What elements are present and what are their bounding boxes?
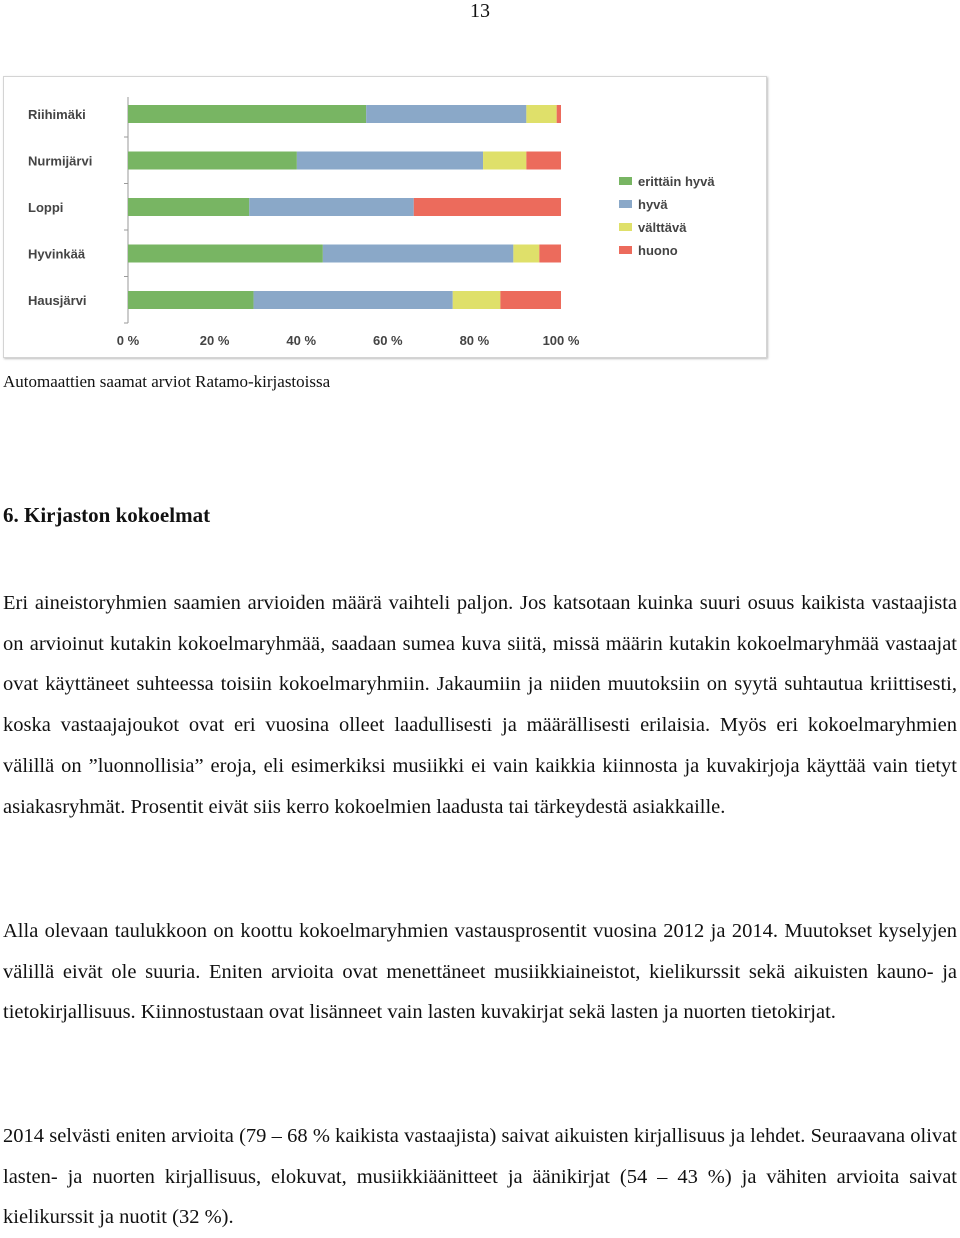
category-label: Riihimäki (28, 107, 86, 122)
bar-segment-välttävä (453, 291, 501, 309)
x-tick-label: 20 % (199, 333, 230, 348)
category-label: Loppi (28, 200, 64, 215)
paragraph-2: Alla olevaan taulukkoon on koottu kokoelmaryhmien vastausprosentit vuosina 2012 ja 2014. Muutokset kyselyjen välillä eivät ole suuria. Eniten arvioita ovat menettäneet musiikkiaineistot, kielikurssit sekä aikuisten kauno- ja tietokirjallisuus. Kiinnostustaan ovat lisänneet vain lasten kuvakirjat sekä lasten ja nuorten tietokirjat. (3, 920, 957, 1024)
chart-frame (3, 76, 767, 358)
stacked-bar-chart (4, 77, 766, 357)
bar-segment-erittäin-hyvä (128, 152, 297, 170)
legend-swatch (619, 246, 632, 254)
bar-segment-huono (500, 291, 561, 309)
figure-caption: Automaattien saamat arviot Ratamo-kirjastoissa (3, 372, 331, 391)
legend-swatch (619, 223, 632, 231)
x-tick-label: 40 % (286, 333, 317, 348)
paragraph-1: Eri aineistoryhmien saamien arvioiden määrä vaihteli paljon. Jos katsotaan kuinka suuri osuus kaikista vastaajista on arvioinut kutakin kokoelmaryhmää, saadaan sumea kuva siitä, missä määrin kutakin kokoelmaryhmää vastaajat ovat käyttäneet suhteessa toisiin kokoelmaryhmiin. Jakaumiin ja niiden muutoksiin on syytä suhtautua kriittisesti, koska vastaajajoukot ovat eri vuosina olleet laadullisesti ja määrällisesti erilaisia. Myös eri kokoelmaryhmien välillä on ”luonnollisia” eroja, eli esimerkiksi musiikki ei vain kaikkia kiinnosta ja kuvakirjoja käyttää vain tietyt asiakasryhmät. Prosentit eivät siis kerro kokoelmien laadusta tai tärkeydestä asiakkaille. (3, 592, 957, 818)
bar-segment-hyvä (297, 152, 483, 170)
legend-label: erittäin hyvä (638, 174, 715, 189)
bar-segment-huono (414, 198, 561, 216)
legend-swatch (619, 200, 632, 208)
page-number: 13 (470, 0, 490, 22)
bar-segment-erittäin-hyvä (128, 291, 254, 309)
legend-swatch (619, 177, 632, 185)
legend-label: välttävä (638, 220, 687, 235)
bar-segment-huono (557, 105, 561, 123)
bar-segment-välttävä (513, 245, 539, 263)
bar-segment-välttävä (483, 152, 526, 170)
x-tick-label: 60 % (372, 333, 403, 348)
bar-segment-erittäin-hyvä (128, 198, 249, 216)
bar-segment-erittäin-hyvä (128, 105, 366, 123)
paragraph-3: 2014 selvästi eniten arvioita (79 – 68 % kaikista vastaajista) saivat aikuisten kirjallisuus ja lehdet. Seuraavana olivat lasten- ja nuorten kirjallisuus, elokuvat, musiikkiäänitteet ja äänikirjat (54 – 43 %) ja vähiten arvioita saivat kielikurssit ja nuotit (32 %). (3, 1125, 957, 1229)
category-label: Hausjärvi (28, 293, 87, 308)
bar-segment-huono (539, 245, 561, 263)
bar-segment-hyvä (366, 105, 526, 123)
legend-label: hyvä (638, 197, 668, 212)
x-tick-label: 0 % (116, 333, 140, 348)
legend-label: huono (638, 243, 678, 258)
bar-segment-hyvä (254, 291, 453, 309)
bar-segment-välttävä (526, 105, 556, 123)
bar-segment-erittäin-hyvä (128, 245, 323, 263)
section-heading: 6. Kirjaston kokoelmat (3, 503, 211, 527)
bar-segment-hyvä (323, 245, 514, 263)
bar-segment-hyvä (249, 198, 414, 216)
category-label: Nurmijärvi (28, 153, 93, 169)
category-label: Hyvinkää (28, 246, 86, 262)
x-tick-label: 80 % (459, 333, 490, 348)
bar-segment-huono (526, 152, 561, 170)
x-tick-label: 100 % (542, 333, 580, 348)
